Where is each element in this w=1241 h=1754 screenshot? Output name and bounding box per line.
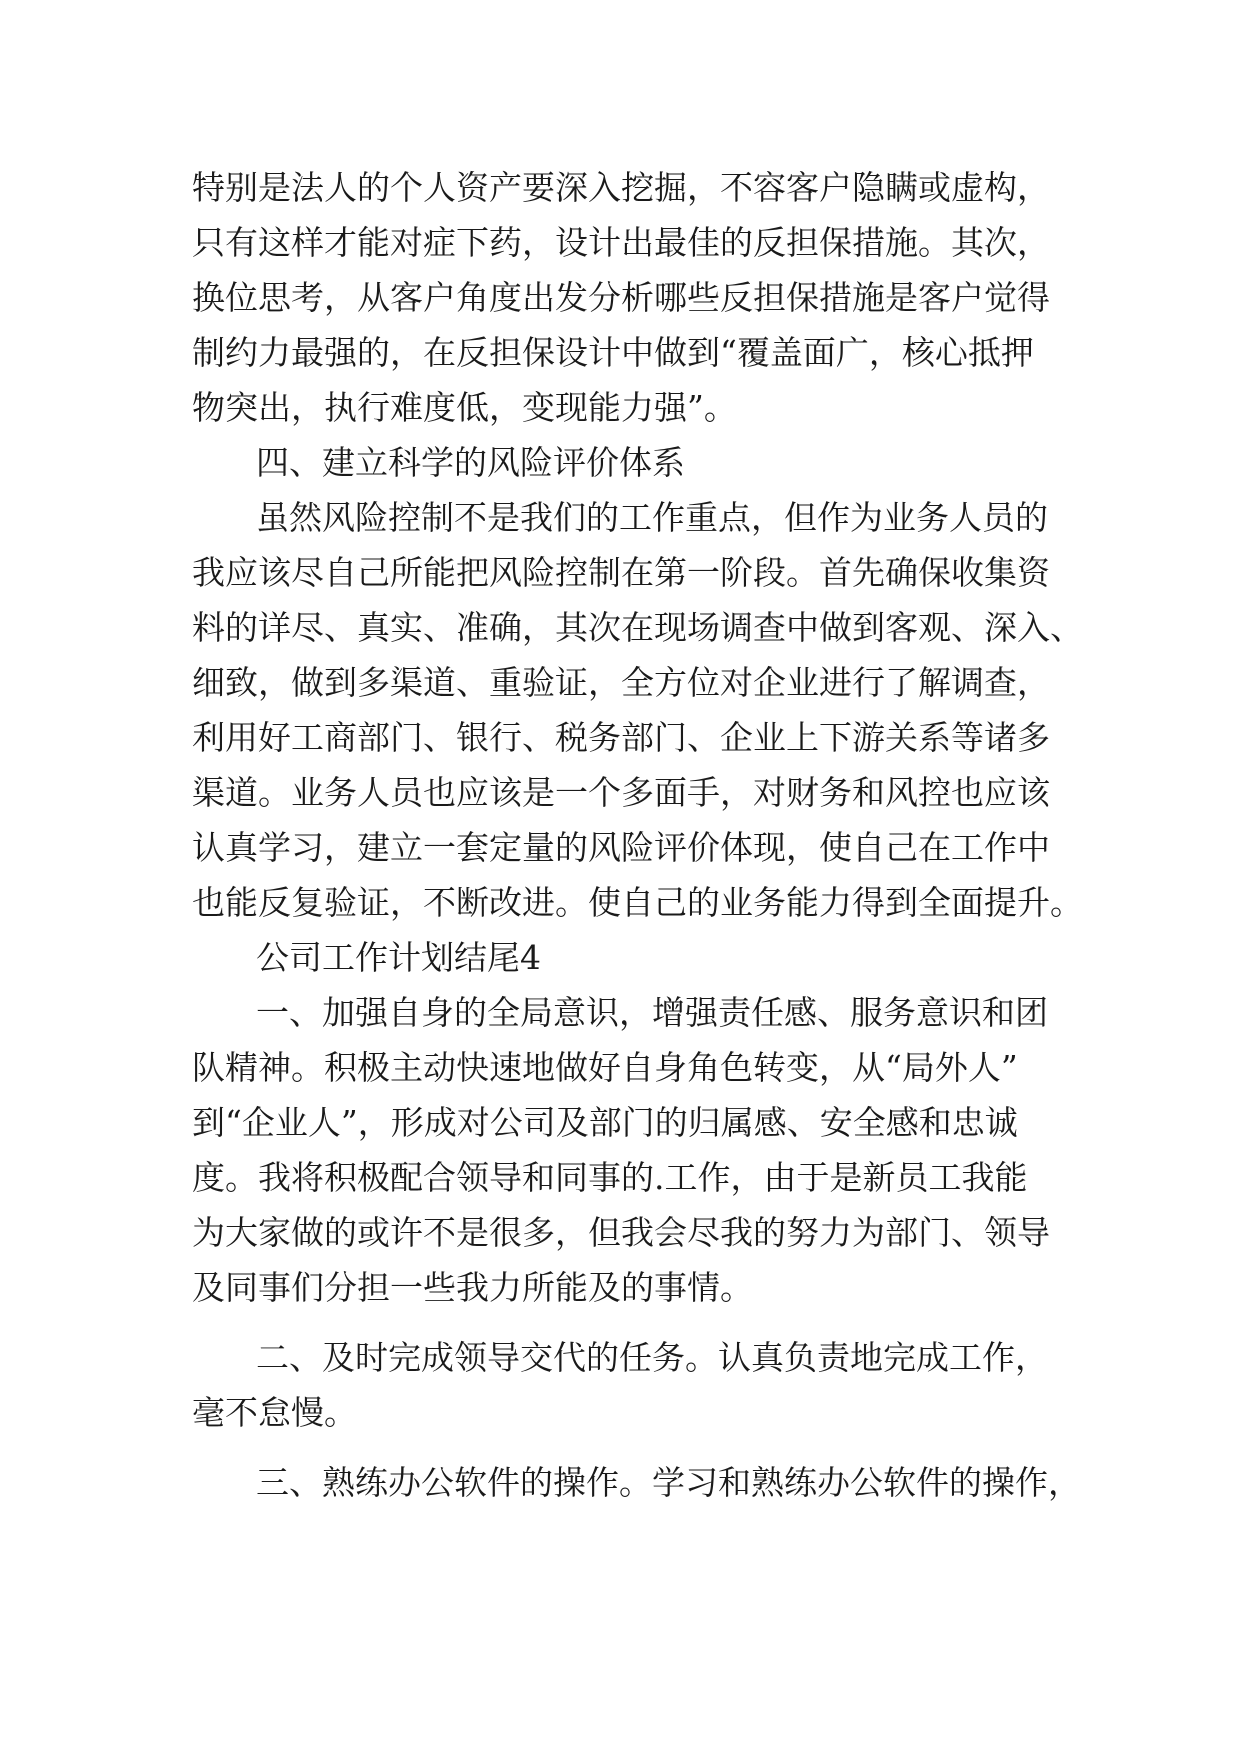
paragraph-line: 细致，做到多渠道、重验证，全方位对企业进行了解调查， (192, 663, 1050, 702)
paragraph-line: 队精神。积极主动快速地做好自身角色转变，从“局外人” (192, 1048, 1018, 1087)
paragraph-line: 制约力最强的，在反担保设计中做到“覆盖面广，核心抵押 (192, 333, 1034, 372)
paragraph-line: 特别是法人的个人资产要深入挖掘，不容客户隐瞒或虚构， (192, 168, 1050, 207)
paragraph-line: 二、及时完成领导交代的任务。认真负责地完成工作， (256, 1338, 1048, 1377)
paragraph-line: 料的详尽、真实、准确，其次在现场调查中做到客观、深入、 (192, 608, 1083, 647)
paragraph-line: 也能反复验证，不断改进。使自己的业务能力得到全面提升。 (192, 883, 1083, 922)
section-heading: 公司工作计划结尾4 (256, 938, 541, 977)
paragraph-line: 毫不怠慢。 (192, 1393, 357, 1432)
paragraph-line: 到“企业人”，形成对公司及部门的归属感、安全感和忠诚 (192, 1103, 1018, 1142)
paragraph-line: 虽然风险控制不是我们的工作重点，但作为业务人员的 (256, 498, 1048, 537)
paragraph-line: 及同事们分担一些我力所能及的事情。 (192, 1268, 753, 1307)
paragraph-line: 我应该尽自己所能把风险控制在第一阶段。首先确保收集资 (192, 553, 1050, 592)
paragraph-line: 一、加强自身的全局意识，增强责任感、服务意识和团 (256, 993, 1048, 1032)
paragraph-line: 只有这样才能对症下药，设计出最佳的反担保措施。其次， (192, 223, 1050, 262)
paragraph-line: 利用好工商部门、银行、税务部门、企业上下游关系等诸多 (192, 718, 1050, 757)
section-heading: 四、建立科学的风险评价体系 (256, 443, 685, 482)
paragraph-line: 渠道。业务人员也应该是一个多面手，对财务和风控也应该 (192, 773, 1050, 812)
paragraph-line: 换位思考，从客户角度出发分析哪些反担保措施是客户觉得 (192, 278, 1050, 317)
paragraph-line: 物突出，执行难度低，变现能力强”。 (192, 388, 737, 427)
paragraph-line: 度。我将积极配合领导和同事的.工作，由于是新员工我能 (192, 1158, 1028, 1197)
paragraph-line: 为大家做的或许不是很多，但我会尽我的努力为部门、领导 (192, 1213, 1050, 1252)
paragraph-line: 认真学习，建立一套定量的风险评价体现，使自己在工作中 (192, 828, 1050, 867)
paragraph-line: 三、熟练办公软件的操作。学习和熟练办公软件的操作， (256, 1463, 1081, 1502)
